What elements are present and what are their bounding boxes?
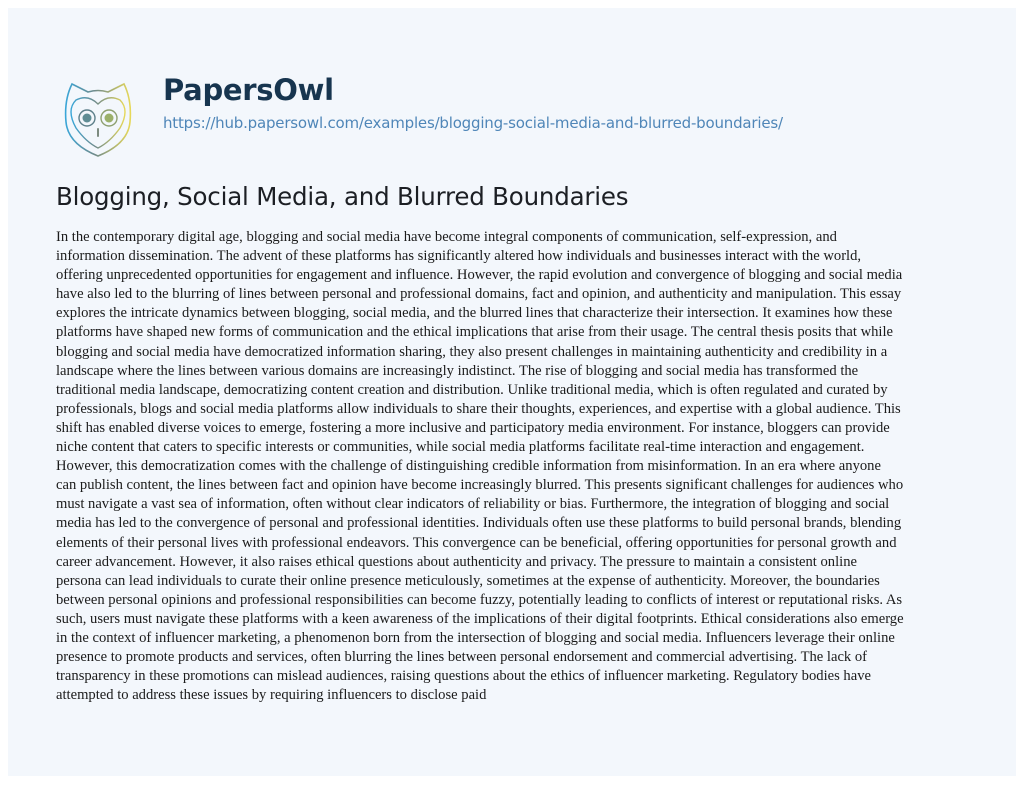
- body-line: information dissemination. The advent of these platforms has significantly altered how individuals and businesses interact with the world,: [56, 248, 862, 265]
- body-line: In the contemporary digital age, blogging and social media have become integral components of communication, self-expression, and: [56, 229, 837, 245]
- body-line: attempted to address these issues by requiring influencers to disclose paid: [56, 687, 487, 704]
- body-line: elements of their personal lives with professional endeavors. This convergence can be beneficial, offering opportunities for personal growth and: [56, 534, 897, 551]
- body-line: However, this democratization comes with the challenge of distinguishing credible information from misinformation. In an era where anyone: [56, 458, 881, 475]
- body-line: presence to promote products and services, often blurring the lines between personal endorsement and commercial advertising. The lack of: [56, 649, 868, 666]
- article-body: [56, 228, 998, 705]
- owl-logo-icon: [58, 70, 138, 160]
- brand-name[interactable]: PapersOwl: [163, 73, 334, 107]
- body-line: career advancement. However, it also raises ethical questions about authenticity and privacy. The pressure to maintain a consistent online: [56, 553, 857, 570]
- body-line: offering unprecedented opportunities for engagement and influence. However, the rapid evolution and convergence of blogging and social media: [56, 267, 903, 284]
- body-line: such, users must navigate these platforms with a keen awareness of the implications of their digital footprints. Ethical considerations also emerge: [56, 610, 904, 627]
- body-line: landscape where the lines between various domains are increasingly indistinct. The rise of blogging and social media has transformed the: [56, 362, 859, 379]
- source-url-link[interactable]: https://hub.papersowl.com/examples/blogging-social-media-and-blurred-boundaries/: [163, 114, 783, 132]
- body-line: niche content that caters to specific interests or communities, while social media platforms facilitate real-time interaction and engagement.: [56, 439, 865, 456]
- body-line: have also led to the blurring of lines between personal and professional domains, fact and opinion, and authenticity and manipulation. This essay: [56, 286, 902, 303]
- body-line: persona can lead individuals to curate their online presence meticulously, sometimes at the expense of authenticity. Moreover, the boundaries: [56, 572, 880, 589]
- body-line: shift has enabled diverse voices to emerge, fostering a more inclusive and participatory media environment. For instance, bloggers can provide: [56, 419, 890, 436]
- body-line: media has led to the convergence of personal and professional identities. Individuals often use these platforms to build personal brands, blending: [56, 515, 902, 532]
- article-title: Blogging, Social Media, and Blurred Boundaries: [56, 182, 629, 211]
- body-line: must navigate a vast sea of information, often without clear indicators of reliability or bias. Furthermore, the integration of blogging and social: [56, 496, 890, 513]
- body-line: professionals, blogs and social media platforms allow individuals to share their thoughts, experiences, and expertise with a global audience. This: [56, 400, 901, 417]
- body-line: platforms have shaped new forms of communication and the ethical implications that arise from their usage. The central thesis posits that while: [56, 324, 894, 341]
- body-line: in the context of influencer marketing, a phenomenon born from the intersection of blogging and social media. Influencers leverage their online: [56, 629, 895, 646]
- site-header: [58, 70, 783, 160]
- body-line: explores the intricate dynamics between blogging, social media, and the blurred lines that characterize their intersection. It examines how these: [56, 305, 893, 322]
- body-line: blogging and social media have democratized information sharing, they also present challenges in maintaining authenticity and credibility in a: [56, 343, 888, 360]
- body-line: can publish content, the lines between fact and opinion have become increasingly blurred. This presents significant challenges for audiences who: [56, 477, 904, 494]
- body-line: transparency in these promotions can mislead audiences, raising questions about the ethics of influencer marketing. Regulatory bodies have: [56, 668, 871, 685]
- document-card: [8, 8, 1016, 776]
- body-line: traditional media landscape, democratizing content creation and distribution. Unlike traditional media, which is often regulated and curated by: [56, 381, 888, 398]
- body-line: between personal opinions and professional responsibilities can become fuzzy, potentially leading to conflicts of interest or reputational risks. As: [56, 591, 903, 608]
- brand-block: [163, 72, 783, 134]
